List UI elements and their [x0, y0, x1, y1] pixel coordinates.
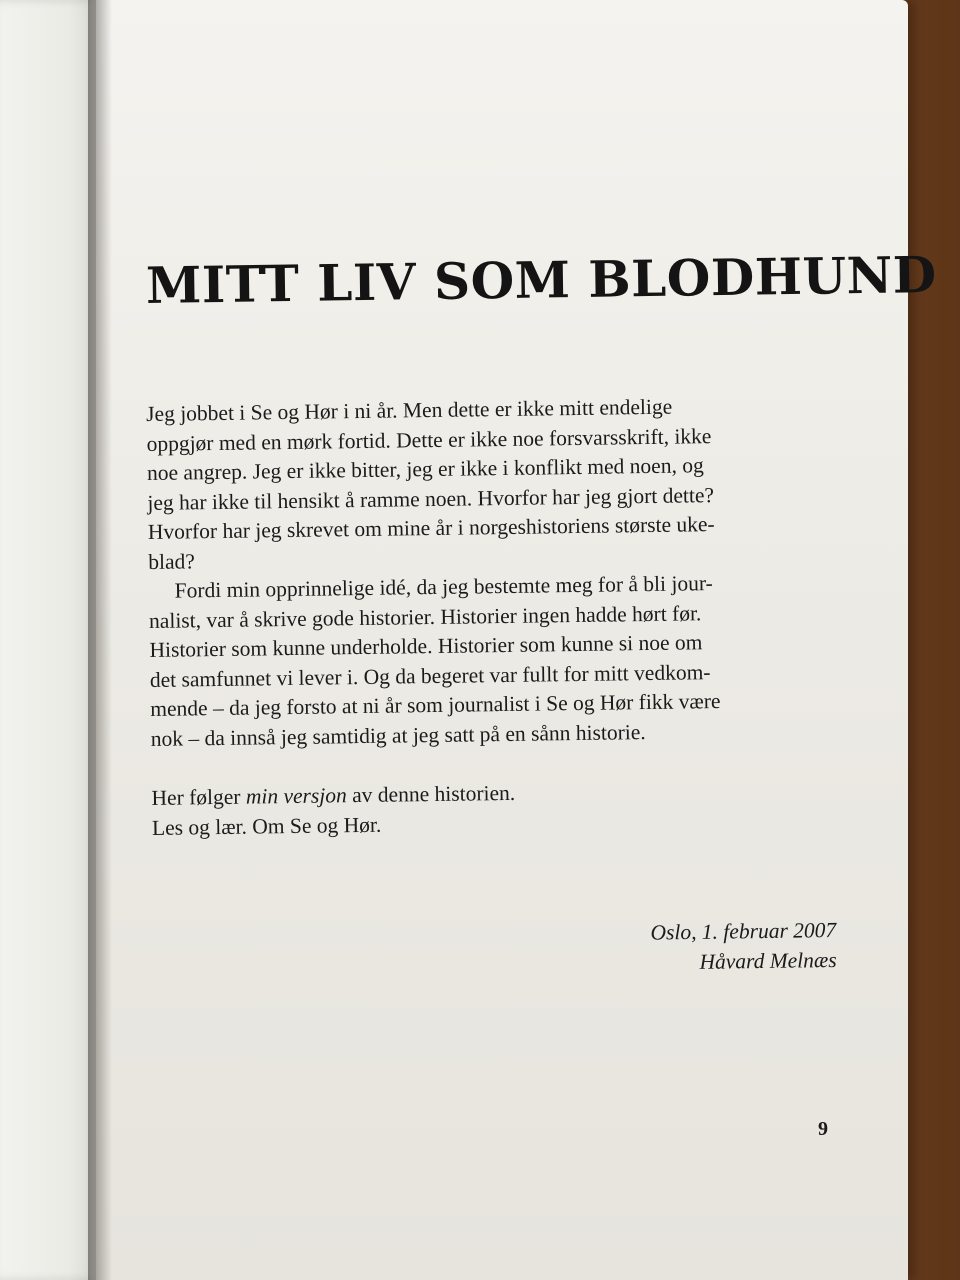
signature	[146, 915, 837, 985]
text-line: oppgjør med en mørk fortid. Dette er ikke noe forsvarsskrift, ikke	[146, 423, 712, 456]
gutter-shadow	[88, 0, 112, 1280]
text-line: nalist, var å skrive gode historier. Historier ingen hadde hørt før.	[148, 600, 702, 633]
text-line: Hvorfor har jeg skrevet om mine år i norgeshistoriens største uke-	[147, 512, 715, 544]
closing-prefix: Her følger	[151, 784, 247, 810]
closing-emphasis: min versjon	[245, 783, 347, 809]
closing-suffix: av denne historien.	[346, 780, 516, 808]
text-line: jeg har ikke til hensikt å ramme noen. Hvorfor har jeg gjort dette?	[147, 482, 715, 515]
signature-author: Håvard Melnæs	[699, 947, 837, 974]
text-line: nok – da innså jeg samtidig at jeg satt på en sånn historie.	[150, 719, 646, 751]
left-page	[0, 0, 98, 1280]
text-line: Jeg jobbet i Se og Hør i ni år. Men dette er ikke mitt endelige	[146, 394, 673, 426]
paragraph-2	[148, 568, 822, 754]
text-line: det samfunnet vi lever i. Og da begeret var fullt for mitt vedkom-	[149, 659, 711, 692]
page-title: MITT LIV SOM BLODHUND	[145, 244, 938, 315]
text-line: noe angrep. Jeg er ikke bitter, jeg er ikke i konflikt med noen, og	[146, 453, 704, 485]
signature-place-date: Oslo, 1. februar 2007	[650, 917, 837, 945]
closing-paragraph	[151, 775, 824, 843]
text-line: mende – da jeg forsto at ni år som journalist i Se og Hør fikk være	[150, 689, 721, 721]
text-line: blad?	[148, 548, 195, 574]
paragraph-1	[146, 391, 820, 577]
closing-line-2: Les og lær. Om Se og Hør.	[151, 812, 382, 840]
text-line: Historier som kunne underholde. Historier som kunne si noe om	[149, 630, 703, 662]
page-number: 9	[818, 1118, 828, 1140]
body-text	[146, 391, 824, 843]
text-line: Fordi min opprinnelige idé, da jeg bestemte meg for å bli jour-	[174, 571, 713, 603]
